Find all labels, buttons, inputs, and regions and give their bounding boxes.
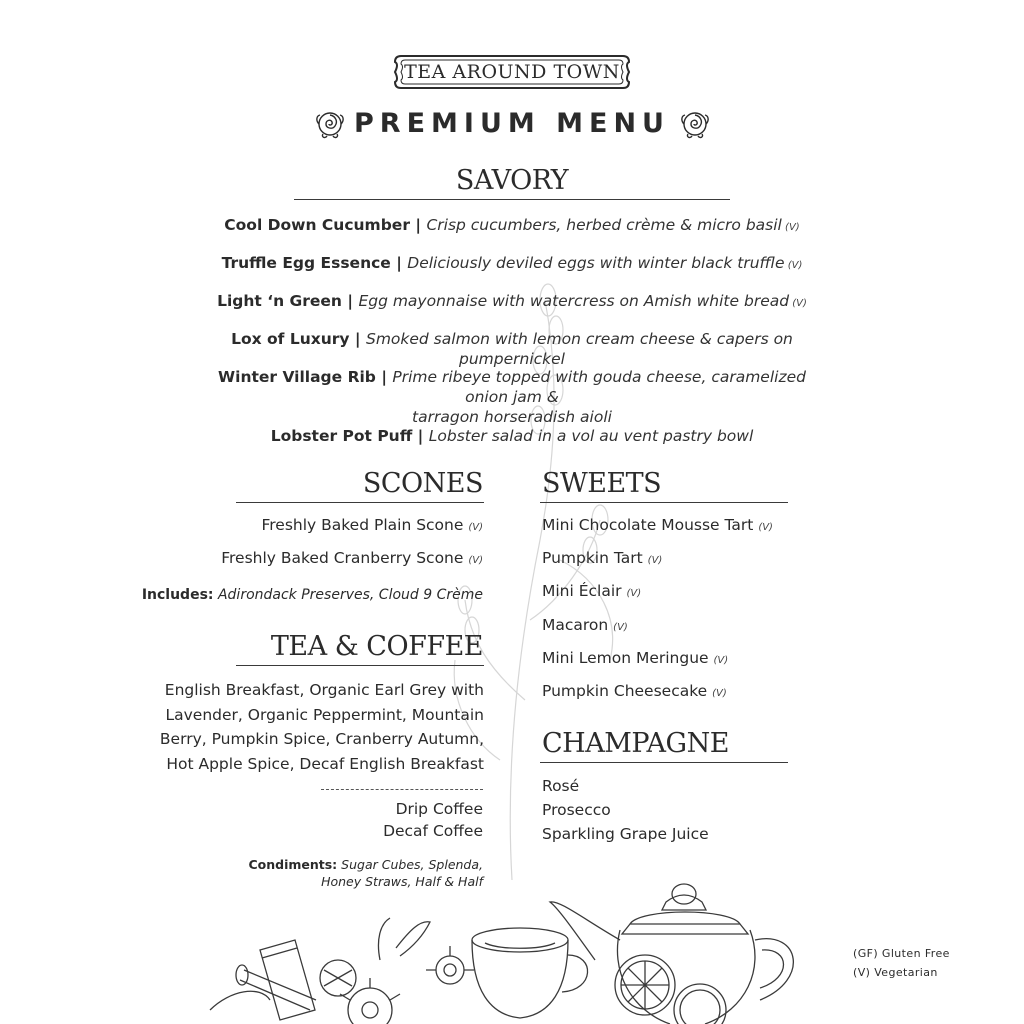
vegetarian-tag: (V) [784, 260, 803, 271]
logo-text: TEA AROUND TOWN [404, 61, 620, 83]
item-separator: | [412, 427, 429, 445]
item-name: Lobster Pot Puff [270, 427, 413, 445]
item-name: Freshly Baked Cranberry Scone [221, 549, 464, 567]
vegetarian-tag: (V) [647, 555, 663, 566]
savory-item [200, 367, 824, 427]
item-separator: | [349, 330, 366, 348]
tea-list [120, 678, 484, 776]
item-separator: | [375, 368, 393, 386]
includes-label: Includes: [141, 587, 214, 603]
item-name: Light ‘n Green [217, 292, 342, 310]
vegetarian-tag: (V) [713, 655, 729, 666]
champagne-list [542, 774, 709, 846]
item-description: Lobster salad in a vol au vent pastry bowl [428, 427, 754, 445]
sweets-heading: SWEETS [542, 468, 662, 499]
item-description: Smoked salmon with lemon cream cheese & capers on pumpernickel [365, 330, 793, 368]
savory-heading: SAVORY [455, 165, 569, 196]
tea-line: English Breakfast, Organic Earl Grey with [164, 681, 484, 699]
item-name: Macaron [542, 616, 609, 634]
tea-line: Lavender, Organic Peppermint, Mountain [165, 705, 484, 724]
includes-text: Adirondack Preserves, Cloud 9 Crème [217, 587, 483, 603]
item-name: Mini Chocolate Mousse Tart [542, 516, 754, 534]
legend-vegetarian: (V) Vegetarian [853, 966, 938, 979]
dashed-divider [321, 789, 483, 790]
coffee-item: Drip Coffee [395, 800, 483, 818]
item-name: Pumpkin Cheesecake [542, 682, 708, 700]
item-name: Mini Lemon Meringue [542, 649, 709, 667]
champagne-heading: CHAMPAGNE [542, 728, 729, 759]
vegetarian-tag: (V) [712, 688, 727, 699]
item-description-continued: tarragon horseradish aioli [412, 408, 612, 426]
scones-heading: SCONES [362, 468, 483, 499]
sweet-item [542, 548, 662, 571]
coffee-list [383, 798, 483, 842]
tea-coffee-heading: TEA & COFFEE [270, 631, 483, 662]
vegetarian-tag: (V) [789, 298, 807, 309]
champagne-item: Prosecco [542, 801, 611, 819]
rose-icon [678, 107, 712, 141]
item-name: Winter Village Rib [218, 368, 376, 386]
condiments-text-continued: Honey Straws, Half & Half [321, 874, 483, 889]
item-name: Cool Down Cucumber [224, 216, 410, 234]
champagne-item: Sparkling Grape Juice [542, 825, 709, 843]
condiments-label: Condiments: [248, 857, 338, 872]
item-name: Pumpkin Tart [542, 549, 643, 567]
savory-item [200, 215, 824, 238]
savory-item [200, 253, 824, 276]
vegetarian-tag: (V) [468, 555, 483, 566]
menu-title: PREMIUM MENU [354, 108, 670, 139]
tea-line: Hot Apple Spice, Decaf English Breakfast [166, 754, 484, 773]
item-name: Mini Éclair [542, 582, 622, 600]
vegetarian-tag: (V) [781, 222, 800, 233]
scone-item [261, 515, 483, 538]
brand-logo [391, 52, 633, 92]
savory-item [200, 291, 824, 314]
item-name: Truffle Egg Essence [221, 254, 391, 272]
savory-item [200, 329, 824, 369]
legend-gluten-free: (GF) Gluten Free [853, 947, 950, 960]
sweet-item [542, 515, 773, 538]
sweet-item [542, 681, 727, 704]
scones-includes [142, 585, 483, 605]
teapot-teacup-illustration [200, 860, 820, 1024]
item-name: Freshly Baked Plain Scone [261, 516, 464, 534]
item-name: Lox of Luxury [231, 330, 350, 348]
item-description: Deliciously deviled eggs with winter black truffle [407, 254, 785, 272]
sweets-divider [540, 502, 788, 503]
scone-item [221, 548, 483, 571]
item-description: Prime ribeye topped with gouda cheese, caramelized onion jam & [392, 368, 806, 406]
coffee-item: Decaf Coffee [383, 822, 483, 840]
sweet-item [542, 581, 641, 604]
champagne-item: Rosé [542, 777, 580, 795]
item-separator: | [341, 292, 359, 310]
sweet-item [542, 615, 628, 638]
scones-divider [236, 502, 484, 503]
condiments-text: Sugar Cubes, Splenda, [341, 857, 483, 872]
savory-divider [294, 199, 730, 200]
item-separator: | [390, 254, 408, 272]
savory-item [200, 426, 824, 446]
item-description: Crisp cucumbers, herbed crème & micro basil [426, 216, 782, 234]
sweet-item [542, 648, 728, 671]
vegetarian-tag: (V) [468, 522, 483, 533]
vegetarian-tag: (V) [626, 588, 642, 599]
champagne-divider [540, 762, 788, 763]
tea-coffee-divider [236, 665, 484, 666]
vegetarian-tag: (V) [613, 622, 628, 633]
item-description: Egg mayonnaise with watercress on Amish white bread [358, 292, 790, 310]
tea-line: Berry, Pumpkin Spice, Cranberry Autumn, [159, 730, 484, 748]
vegetarian-tag: (V) [758, 522, 773, 533]
item-separator: | [409, 216, 427, 234]
